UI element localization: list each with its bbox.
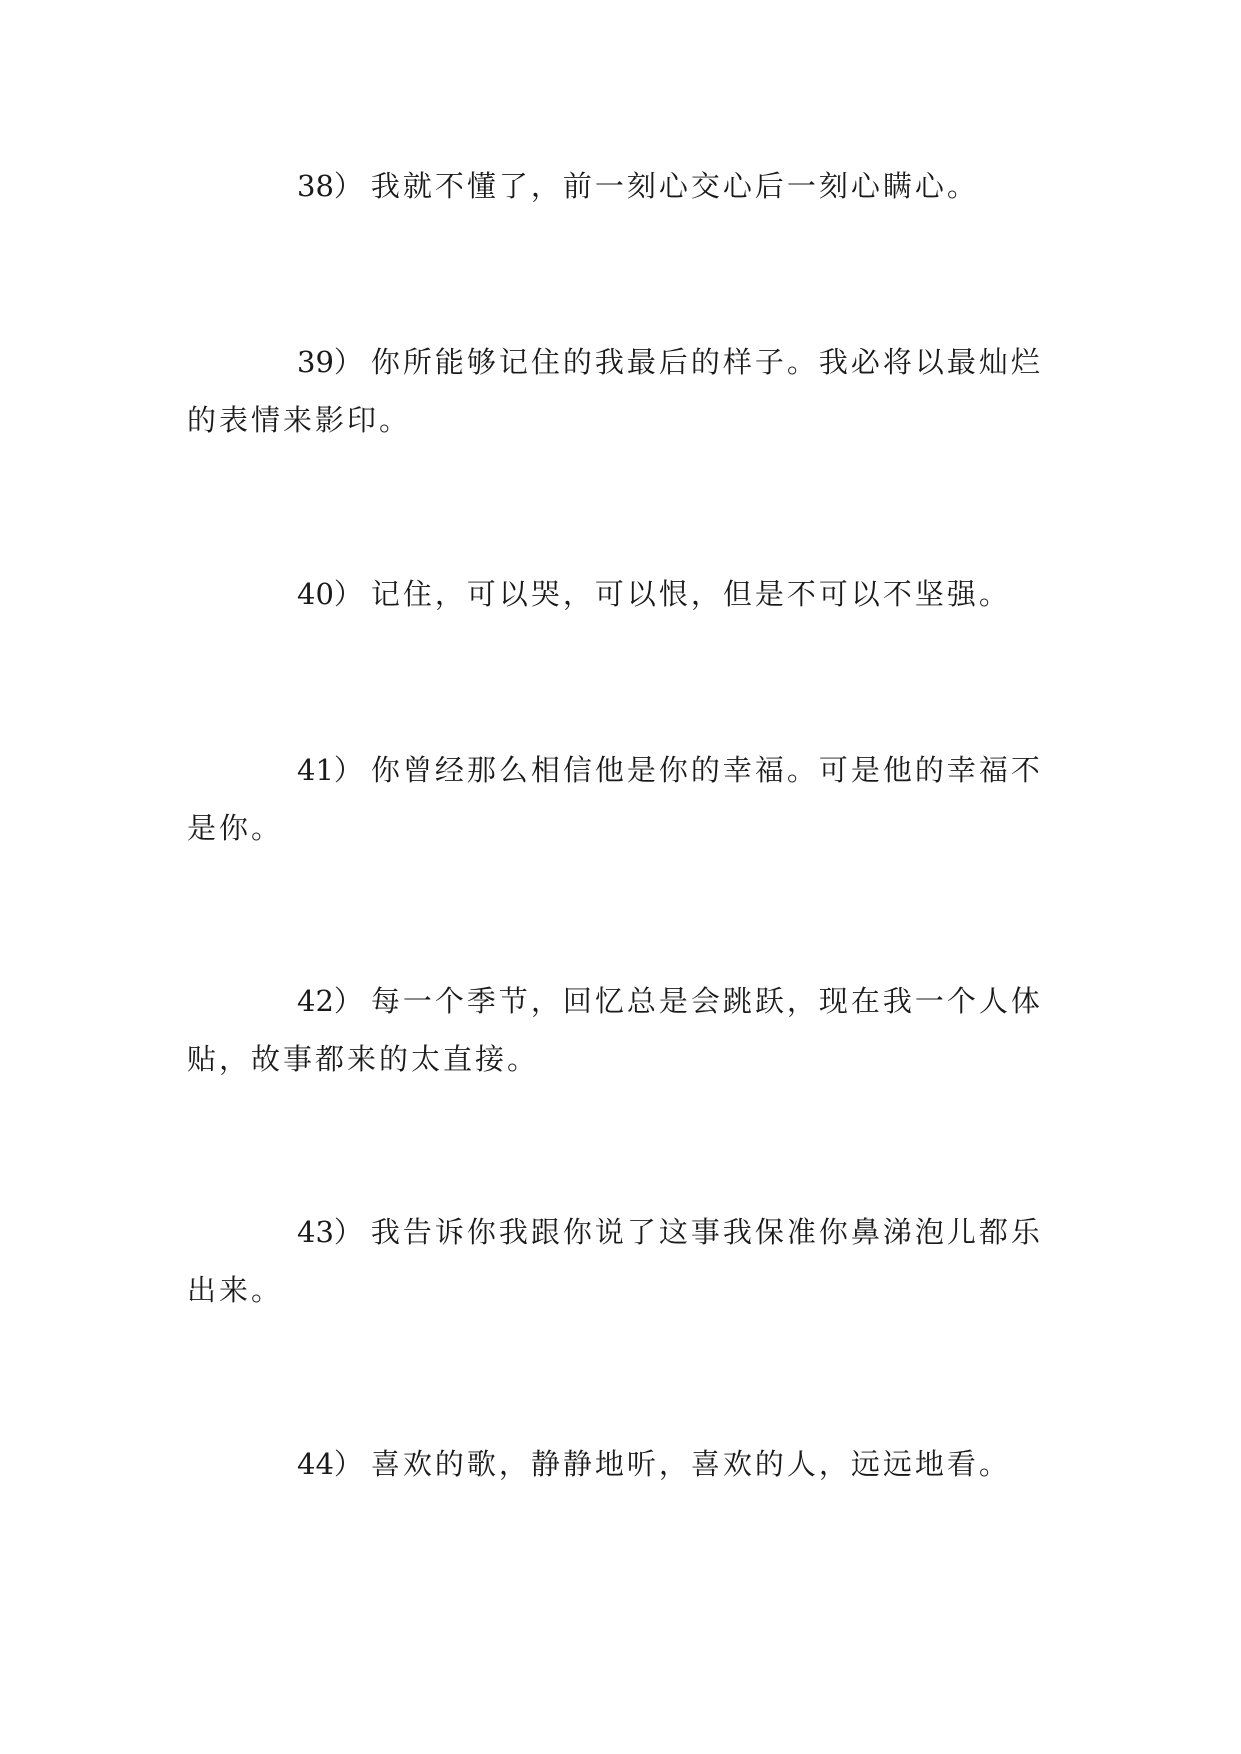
item-text: 你所能够记住的我最后的样子。我必将以最灿烂的表情来影印。 xyxy=(187,345,1043,437)
item-number: 38） xyxy=(297,169,363,203)
list-item xyxy=(187,741,1045,857)
item-number: 43） xyxy=(297,1215,363,1249)
list-item xyxy=(187,1435,1045,1493)
list-item xyxy=(187,157,1045,215)
item-text: 我告诉你我跟你说了这事我保准你鼻涕泡儿都乐出来。 xyxy=(187,1215,1043,1307)
list-item xyxy=(187,972,1045,1088)
list-item xyxy=(187,1203,1045,1319)
item-text: 喜欢的歌，静静地听，喜欢的人，远远地看。 xyxy=(370,1447,1011,1481)
item-number: 42） xyxy=(297,984,363,1018)
item-text: 你曾经那么相信他是你的幸福。可是他的幸福不是你。 xyxy=(187,753,1043,845)
item-text: 我就不懂了，前一刻心交心后一刻心瞒心。 xyxy=(370,169,979,203)
list-item xyxy=(187,333,1045,449)
item-text: 记住，可以哭，可以恨，但是不可以不坚强。 xyxy=(370,577,1011,611)
item-text: 每一个季节，回忆总是会跳跃，现在我一个人体贴，故事都来的太直接。 xyxy=(187,984,1043,1076)
item-number: 39） xyxy=(297,345,363,379)
item-number: 41） xyxy=(297,753,363,787)
item-number: 40） xyxy=(297,577,363,611)
list-item xyxy=(187,565,1045,623)
item-number: 44） xyxy=(297,1447,363,1481)
